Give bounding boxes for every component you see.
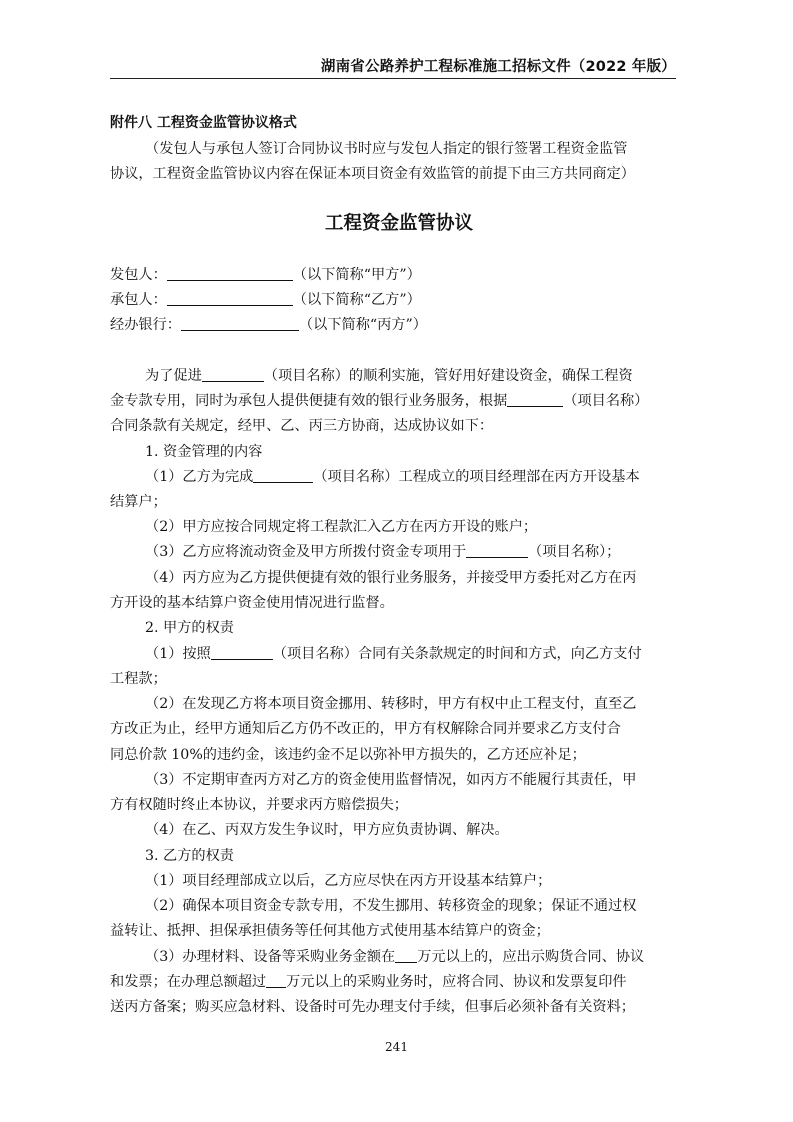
party-suffix: （以下简称“甲方”）: [292, 267, 421, 283]
running-header: 湖南省公路养护工程标准施工招标文件（2022 年版）: [320, 59, 676, 75]
preamble-line-3: 合同条款有关规定，经甲、乙、丙三方协商，达成协议如下：: [110, 418, 494, 434]
page-number: 241: [385, 1040, 408, 1054]
section-2-item-3-cont: 方有权随时终止本协议，并要求丙方赔偿损失；: [110, 797, 408, 813]
blank-field: [202, 366, 264, 382]
text: （1）按照: [145, 646, 211, 662]
text: 万元以上的采购业务时，应将合同、协议和发票复印件: [286, 974, 627, 990]
section-2-item-3: （3）不定期审查丙方对乙方的资金使用监督情况，如丙方不能履行其责任，甲: [145, 772, 637, 788]
blank-field: [211, 644, 273, 660]
section-3-item-2: （2）确保本项目资金专款专用，不发生挪用、转移资金的现象；保证不通过权: [145, 898, 637, 914]
preamble-line-1: [145, 363, 688, 389]
section-1-item-3: [145, 539, 688, 565]
text: （3）乙方应将流动资金及甲方所拨付资金专项用于: [145, 544, 467, 560]
text: 万元以上的，应出示购货合同、协议: [417, 949, 645, 965]
section-3-item-3: [145, 944, 688, 970]
text: （项目名称）: [563, 393, 649, 409]
text: （3）办理材料、设备等采购业务金额在: [145, 949, 396, 965]
blank-field: [167, 290, 293, 306]
annex-heading: 附件八 工程资金监管协议格式: [110, 115, 297, 131]
section-2-heading: 2. 甲方的权责: [145, 620, 234, 636]
text: （项目名称）的顺利实施，管好用好建设资金，确保工程资: [263, 368, 633, 384]
section-2-item-2: （2）在发现乙方将本项目资金挪用、转移时，甲方有权中止工程支付，直至乙: [145, 696, 637, 712]
blank-field: [395, 947, 417, 963]
text: 和发票；在办理总额超过: [110, 974, 267, 990]
party-employer: [110, 262, 688, 288]
text: （项目名称）；: [528, 544, 621, 560]
blank-field: [466, 542, 528, 558]
document-title: 工程资金监管协议: [324, 213, 473, 234]
party-label: 发包人：: [110, 267, 167, 283]
section-3-item-2-cont: 益转让、抵押、担保承担债务等任何其他方式使用基本结算户的资金；: [110, 923, 550, 939]
section-1-item-1: [145, 464, 688, 490]
blank-field: [253, 467, 313, 483]
party-label: 承包人：: [110, 292, 167, 308]
blank-field: [507, 391, 563, 407]
section-1-item-1-cont: 结算户；: [110, 494, 167, 510]
text: （项目名称）工程成立的项目经理部在丙方开设基本: [313, 469, 640, 485]
blank-field: [181, 315, 299, 331]
section-3-item-3-cont-2: 送丙方备案；购买应急材料、设备时可先办理支付手续，但事后必须补备有关资料；: [110, 999, 635, 1015]
section-3-item-3-cont: [110, 969, 688, 995]
party-label: 经办银行：: [110, 317, 181, 333]
section-2-item-4: （4）在乙、丙双方发生争议时，甲方应负责协调、解决。: [145, 822, 509, 838]
section-1-item-2: （2）甲方应按合同规定将工程款汇入乙方在丙方开设的账户；: [145, 519, 538, 535]
section-1-item-4: （4）丙方应为乙方提供便捷有效的银行业务服务，并接受甲方委托对乙方在丙: [145, 570, 637, 586]
blank-field: [266, 972, 286, 988]
section-1-heading: 1. 资金管理的内容: [145, 444, 263, 460]
party-suffix: （以下简称“乙方”）: [292, 292, 421, 308]
party-bank: [110, 312, 688, 338]
text: 金专款专用，同时为承包人提供便捷有效的银行业务服务，根据: [110, 393, 508, 409]
annex-note-line-2: 协议，工程资金监管协议内容在保证本项目资金有效监管的前提下由三方共同商定）: [110, 166, 635, 182]
text: 为了促进: [145, 368, 202, 384]
party-suffix: （以下简称“丙方”）: [298, 317, 427, 333]
section-2-item-2-cont: 方改正为止，经甲方通知后乙方仍不改正的，甲方有权解除合同并要求乙方支付合: [110, 721, 621, 737]
preamble-line-2: [110, 388, 688, 414]
section-3-heading: 3. 乙方的权责: [145, 848, 234, 864]
section-3-item-1: （1）项目经理部成立以后，乙方应尽快在丙方开设基本结算户；: [145, 873, 552, 889]
section-1-item-4-cont: 方开设的基本结算户资金使用情况进行监督。: [110, 595, 394, 611]
blank-field: [167, 265, 293, 281]
section-2-item-1: [145, 641, 688, 667]
section-2-item-2-cont-2: 同总价款 10%的违约金，该违约金不足以弥补甲方损失的，乙方还应补足；: [110, 747, 586, 763]
text: （1）乙方为完成: [145, 469, 254, 485]
text: （项目名称）合同有关条款规定的时间和方式，向乙方支付: [272, 646, 642, 662]
header-rule: [110, 78, 676, 79]
section-2-item-1-cont: 工程款；: [110, 671, 167, 687]
annex-note-line-1: （发包人与承包人签订合同协议书时应与发包人指定的银行签署工程资金监管: [145, 141, 628, 157]
party-contractor: [110, 287, 688, 313]
